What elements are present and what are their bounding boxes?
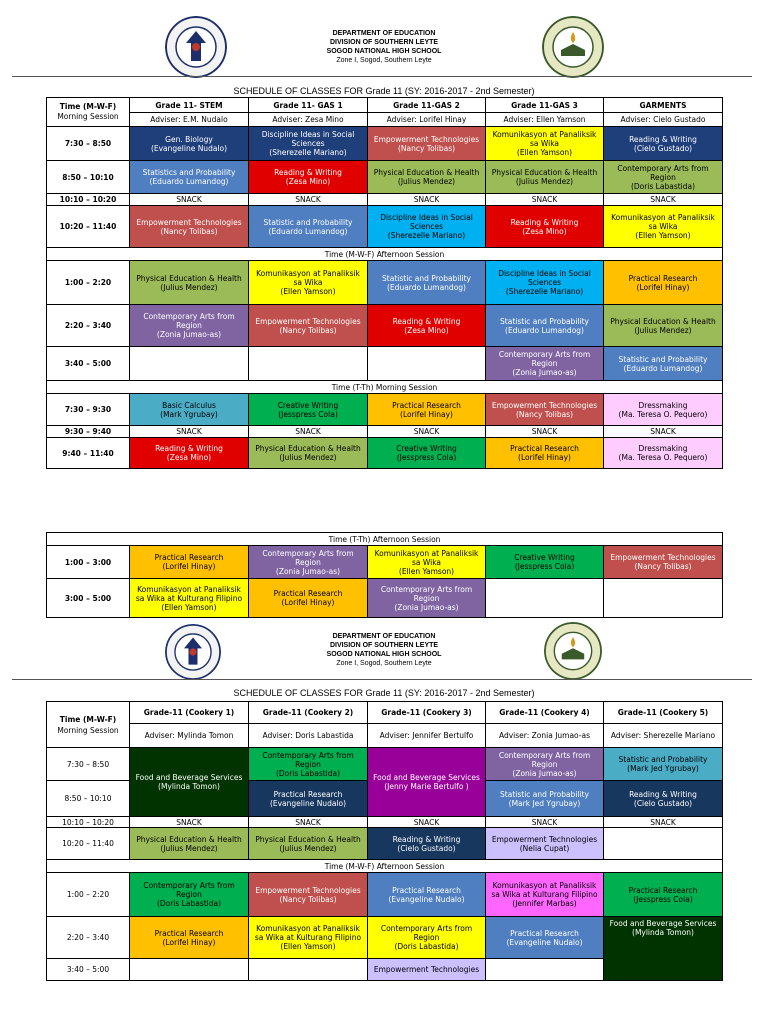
class-cell: Empowerment Technologies (Nancy Tolibas) xyxy=(368,127,486,161)
header-divider xyxy=(12,679,752,680)
class-cell: Food and Beverage Services (Mylinda Tomon) xyxy=(604,917,723,981)
class-cell: Physical Education & Health (Julius Mendez) xyxy=(130,261,249,305)
class-cell: Statistic and Probability (Eduardo Lumandog) xyxy=(604,347,723,381)
adviser-cell: Adviser: Cielo Gustado xyxy=(604,113,723,127)
empty-cell xyxy=(249,347,368,381)
session-label: Time (T-Th) Afternoon Session xyxy=(47,533,723,546)
class-cell: Contemporary Arts from Region (Zonia Jumao-as) xyxy=(486,748,604,781)
class-cell: Contemporary Arts from Region (Doris Labastida) xyxy=(604,161,723,194)
group-header: Grade-11 (Cookery 2) xyxy=(249,702,368,724)
class-cell: Reading & Writing (Zesa Mino) xyxy=(486,206,604,248)
group-header: GARMENTS xyxy=(604,98,723,113)
time-header: Time (M-W-F) Morning Session xyxy=(47,98,130,127)
group-header: Grade 11-GAS 2 xyxy=(368,98,486,113)
header-line-1: DEPARTMENT OF EDUCATION xyxy=(332,633,436,640)
header-line-2: DIVISION OF SOUTHERN LEYTE xyxy=(329,642,439,649)
class-cell: Gen. Biology (Evangeline Nudalo) xyxy=(130,127,249,161)
class-cell: Physical Education & Health (Julius Mendez) xyxy=(130,828,249,860)
header-line-2: DIVISION OF SOUTHERN LEYTE xyxy=(329,39,439,46)
snack-cell: SNACK xyxy=(604,817,723,828)
time-slot: 7:30 – 8:50 xyxy=(47,127,130,161)
time-slot: 3:40 – 5:00 xyxy=(47,959,130,981)
class-cell: Reading & Writing (Zesa Mino) xyxy=(249,161,368,194)
class-cell: Contemporary Arts from Region (Doris Labastida) xyxy=(368,917,486,959)
snack-cell: SNACK xyxy=(249,194,368,206)
class-cell: Food and Beverage Services (Jenny Marie Bertulfo ) xyxy=(368,748,486,817)
class-cell: Contemporary Arts from Region (Zonia Jumao-as) xyxy=(368,579,486,618)
snack-cell: SNACK xyxy=(130,817,249,828)
class-cell: Practical Research (Lorifel Hinay) xyxy=(486,438,604,469)
class-cell: Physical Education & Health (Julius Mendez) xyxy=(604,305,723,347)
time-slot: 10:10 – 10:20 xyxy=(47,194,130,206)
time-header: Time (M-W-F) Morning Session xyxy=(47,702,130,748)
adviser-cell: Adviser: Doris Labastida xyxy=(249,724,368,748)
snack-cell: SNACK xyxy=(130,194,249,206)
empty-cell xyxy=(486,959,604,981)
group-header: Grade-11 (Cookery 1) xyxy=(130,702,249,724)
class-cell: Komunikasyon at Panaliksik sa Wika (Ellen Yamson) xyxy=(486,127,604,161)
class-cell: Statistic and Probability (Mark Jed Ygrubay) xyxy=(604,748,723,781)
class-cell: Komunikasyon at Panaliksik sa Wika at Kulturang Filipino (Ellen Yamson) xyxy=(249,917,368,959)
snack-cell: SNACK xyxy=(368,194,486,206)
class-cell: Contemporary Arts from Region (Zonia Jumao-as) xyxy=(249,546,368,579)
class-cell: Creative Writing (Jesspress Cola) xyxy=(368,438,486,469)
class-cell: Statistic and Probability (Eduardo Lumandog) xyxy=(486,305,604,347)
class-cell: Practical Research (Jesspress Cola) xyxy=(604,873,723,917)
class-cell: Empowerment Technologies xyxy=(368,959,486,981)
snack-cell: SNACK xyxy=(604,426,723,438)
deped-seal-icon xyxy=(165,624,221,680)
adviser-cell: Adviser: Jennifer Bertulfo xyxy=(368,724,486,748)
class-cell: Contemporary Arts from Region (Zonia Jumao-as) xyxy=(486,347,604,381)
header-line-1: DEPARTMENT OF EDUCATION xyxy=(332,30,436,37)
class-cell: Contemporary Arts from Region (Zonia Jumao-as) xyxy=(130,305,249,347)
header-line-4: Zone I, Sogod, Southern Leyte xyxy=(336,57,432,64)
empty-cell xyxy=(604,579,723,618)
adviser-cell: Adviser: Sherezelle Mariano xyxy=(604,724,723,748)
snack-cell: SNACK xyxy=(249,426,368,438)
adviser-cell: Adviser: Zonia Jumao-as xyxy=(486,724,604,748)
class-cell: Discipline Ideas in Social Sciences (Sherezelle Mariano) xyxy=(368,206,486,248)
snack-cell: SNACK xyxy=(368,817,486,828)
schedule-title-1: SCHEDULE OF CLASSES FOR Grade 11 (SY: 2016-2017 - 2nd Semester) xyxy=(233,86,535,96)
group-header: Grade-11 (Cookery 4) xyxy=(486,702,604,724)
snack-cell: SNACK xyxy=(130,426,249,438)
empty-cell xyxy=(130,347,249,381)
class-cell: Practical Research (Evangeline Nudalo) xyxy=(368,873,486,917)
time-slot: 7:30 – 9:30 xyxy=(47,394,130,426)
class-cell: Komunikasyon at Panaliksik sa Wika at Kulturang Filipino (Ellen Yamson) xyxy=(130,579,249,618)
class-cell: Reading & Writing (Cielo Gustado) xyxy=(368,828,486,860)
class-cell: Empowerment Technologies (Nancy Tolibas) xyxy=(486,394,604,426)
header-bottom xyxy=(0,618,768,680)
class-cell: Practical Research (Lorifel Hinay) xyxy=(130,546,249,579)
time-slot: 8:50 – 10:10 xyxy=(47,161,130,194)
time-slot: 3:40 – 5:00 xyxy=(47,347,130,381)
class-cell: Practical Research (Lorifel Hinay) xyxy=(249,579,368,618)
empty-cell xyxy=(604,828,723,860)
class-cell: Physical Education & Health (Julius Mendez) xyxy=(368,161,486,194)
time-slot: 1:00 – 2:20 xyxy=(47,873,130,917)
class-cell: Empowerment Technologies (Nancy Tolibas) xyxy=(604,546,723,579)
class-cell: Contemporary Arts from Region (Doris Labastida) xyxy=(249,748,368,781)
class-cell: Physical Education & Health (Julius Mendez) xyxy=(249,438,368,469)
class-cell: Physical Education & Health (Julius Mendez) xyxy=(486,161,604,194)
adviser-cell: Adviser: Mylinda Tomon xyxy=(130,724,249,748)
class-cell: Contemporary Arts from Region (Doris Labastida) xyxy=(130,873,249,917)
class-cell: Practical Research (Lorifel Hinay) xyxy=(604,261,723,305)
time-slot: 7:30 – 8:50 xyxy=(47,748,130,781)
snack-cell: SNACK xyxy=(486,426,604,438)
class-cell: Discipline Ideas in Social Sciences (Sherezelle Mariano) xyxy=(486,261,604,305)
empty-cell xyxy=(368,347,486,381)
group-header: Grade 11-GAS 3 xyxy=(486,98,604,113)
school-seal-icon xyxy=(542,16,604,78)
class-cell: Empowerment Technologies (Nancy Tolibas) xyxy=(249,305,368,347)
class-cell: Practical Research (Evangeline Nudalo) xyxy=(486,917,604,959)
snack-cell: SNACK xyxy=(604,194,723,206)
snack-cell: SNACK xyxy=(486,194,604,206)
adviser-cell: Adviser: Zesa Mino xyxy=(249,113,368,127)
schedule-title-2: SCHEDULE OF CLASSES FOR Grade 11 (SY: 2016-2017 - 2nd Semester) xyxy=(233,688,535,698)
class-cell: Statistic and Probability (Mark Jed Ygrubay) xyxy=(486,781,604,817)
time-slot: 1:00 – 3:00 xyxy=(47,546,130,579)
adviser-cell: Adviser: Lorifel Hinay xyxy=(368,113,486,127)
schedule-table-1 xyxy=(46,97,723,469)
header-top xyxy=(0,0,768,80)
class-cell: Komunikasyon at Panaliksik sa Wika (Ellen Yamson) xyxy=(604,206,723,248)
session-label: Time (M-W-F) Afternoon Session xyxy=(47,248,723,261)
time-slot: 8:50 – 10:10 xyxy=(47,781,130,817)
class-cell: Reading & Writing (Zesa Mino) xyxy=(130,438,249,469)
time-slot: 9:40 – 11:40 xyxy=(47,438,130,469)
snack-cell: SNACK xyxy=(249,817,368,828)
class-cell: Reading & Writing (Zesa Mino) xyxy=(368,305,486,347)
header-divider xyxy=(12,76,752,77)
header-line-3: SOGOD NATIONAL HIGH SCHOOL xyxy=(326,651,442,658)
group-header: Grade 11- STEM xyxy=(130,98,249,113)
class-cell: Dressmaking (Ma. Teresa O. Pequero) xyxy=(604,394,723,426)
schedule-table-2 xyxy=(46,701,723,981)
class-cell: Empowerment Technologies (Nancy Tolibas) xyxy=(130,206,249,248)
class-cell: Statistics and Probability (Eduardo Lumandog) xyxy=(130,161,249,194)
empty-cell xyxy=(486,579,604,618)
class-cell: Statistic and Probability (Eduardo Lumandog) xyxy=(368,261,486,305)
class-cell: Creative Writing (Jesspress Cola) xyxy=(249,394,368,426)
session-label: Time (T-Th) Morning Session xyxy=(47,381,723,394)
class-cell: Food and Beverage Services (Mylinda Tomon) xyxy=(130,748,249,817)
empty-cell xyxy=(249,959,368,981)
header-line-3: SOGOD NATIONAL HIGH SCHOOL xyxy=(326,48,442,55)
class-cell: Basic Calculus (Mark Ygrubay) xyxy=(130,394,249,426)
group-header: Grade 11- GAS 1 xyxy=(249,98,368,113)
time-slot: 10:20 – 11:40 xyxy=(47,828,130,860)
snack-cell: SNACK xyxy=(486,817,604,828)
deped-seal-icon xyxy=(165,16,227,78)
time-slot: 1:00 – 2:20 xyxy=(47,261,130,305)
snack-cell: SNACK xyxy=(368,426,486,438)
class-cell: Practical Research (Lorifel Hinay) xyxy=(368,394,486,426)
adviser-cell: Adviser: E.M. Nudalo xyxy=(130,113,249,127)
time-slot: 2:20 – 3:40 xyxy=(47,917,130,959)
time-slot: 10:20 – 11:40 xyxy=(47,206,130,248)
header-line-4: Zone I, Sogod, Southern Leyte xyxy=(336,660,432,667)
schedule-table-1b xyxy=(46,532,723,618)
class-cell: Komunikasyon at Panaliksik sa Wika (Ellen Yamson) xyxy=(368,546,486,579)
class-cell: Practical Research (Lorifel Hinay) xyxy=(130,917,249,959)
class-cell: Dressmaking (Ma. Teresa O. Pequero) xyxy=(604,438,723,469)
class-cell: Empowerment Technologies (Nelia Cupat) xyxy=(486,828,604,860)
adviser-cell: Adviser: Ellen Yamson xyxy=(486,113,604,127)
class-cell: Physical Education & Health (Julius Mendez) xyxy=(249,828,368,860)
class-cell: Reading & Writing (Cielo Gustado) xyxy=(604,127,723,161)
class-cell: Komunikasyon at Panaliksik sa Wika (Ellen Yamson) xyxy=(249,261,368,305)
class-cell: Discipline Ideas in Social Sciences (Sherezelle Mariano) xyxy=(249,127,368,161)
group-header: Grade-11 (Cookery 5) xyxy=(604,702,723,724)
class-cell: Creative Writing (Jesspress Cola) xyxy=(486,546,604,579)
class-cell: Practical Research (Evangeline Nudalo) xyxy=(249,781,368,817)
time-slot: 10:10 – 10:20 xyxy=(47,817,130,828)
time-slot: 2:20 – 3:40 xyxy=(47,305,130,347)
class-cell: Komunikasyon at Panaliksik sa Wika at Kulturang Filipino (Jennifer Marbas) xyxy=(486,873,604,917)
time-slot: 9:30 – 9:40 xyxy=(47,426,130,438)
empty-cell xyxy=(130,959,249,981)
school-seal-icon xyxy=(544,622,602,680)
group-header: Grade-11 (Cookery 3) xyxy=(368,702,486,724)
class-cell: Reading & Writing (Cielo Gustado) xyxy=(604,781,723,817)
session-label: Time (M-W-F) Afternoon Session xyxy=(47,860,723,873)
class-cell: Empowerment Technologies (Nancy Tolibas) xyxy=(249,873,368,917)
class-cell: Statistic and Probability (Eduardo Lumandog) xyxy=(249,206,368,248)
time-slot: 3:00 – 5:00 xyxy=(47,579,130,618)
